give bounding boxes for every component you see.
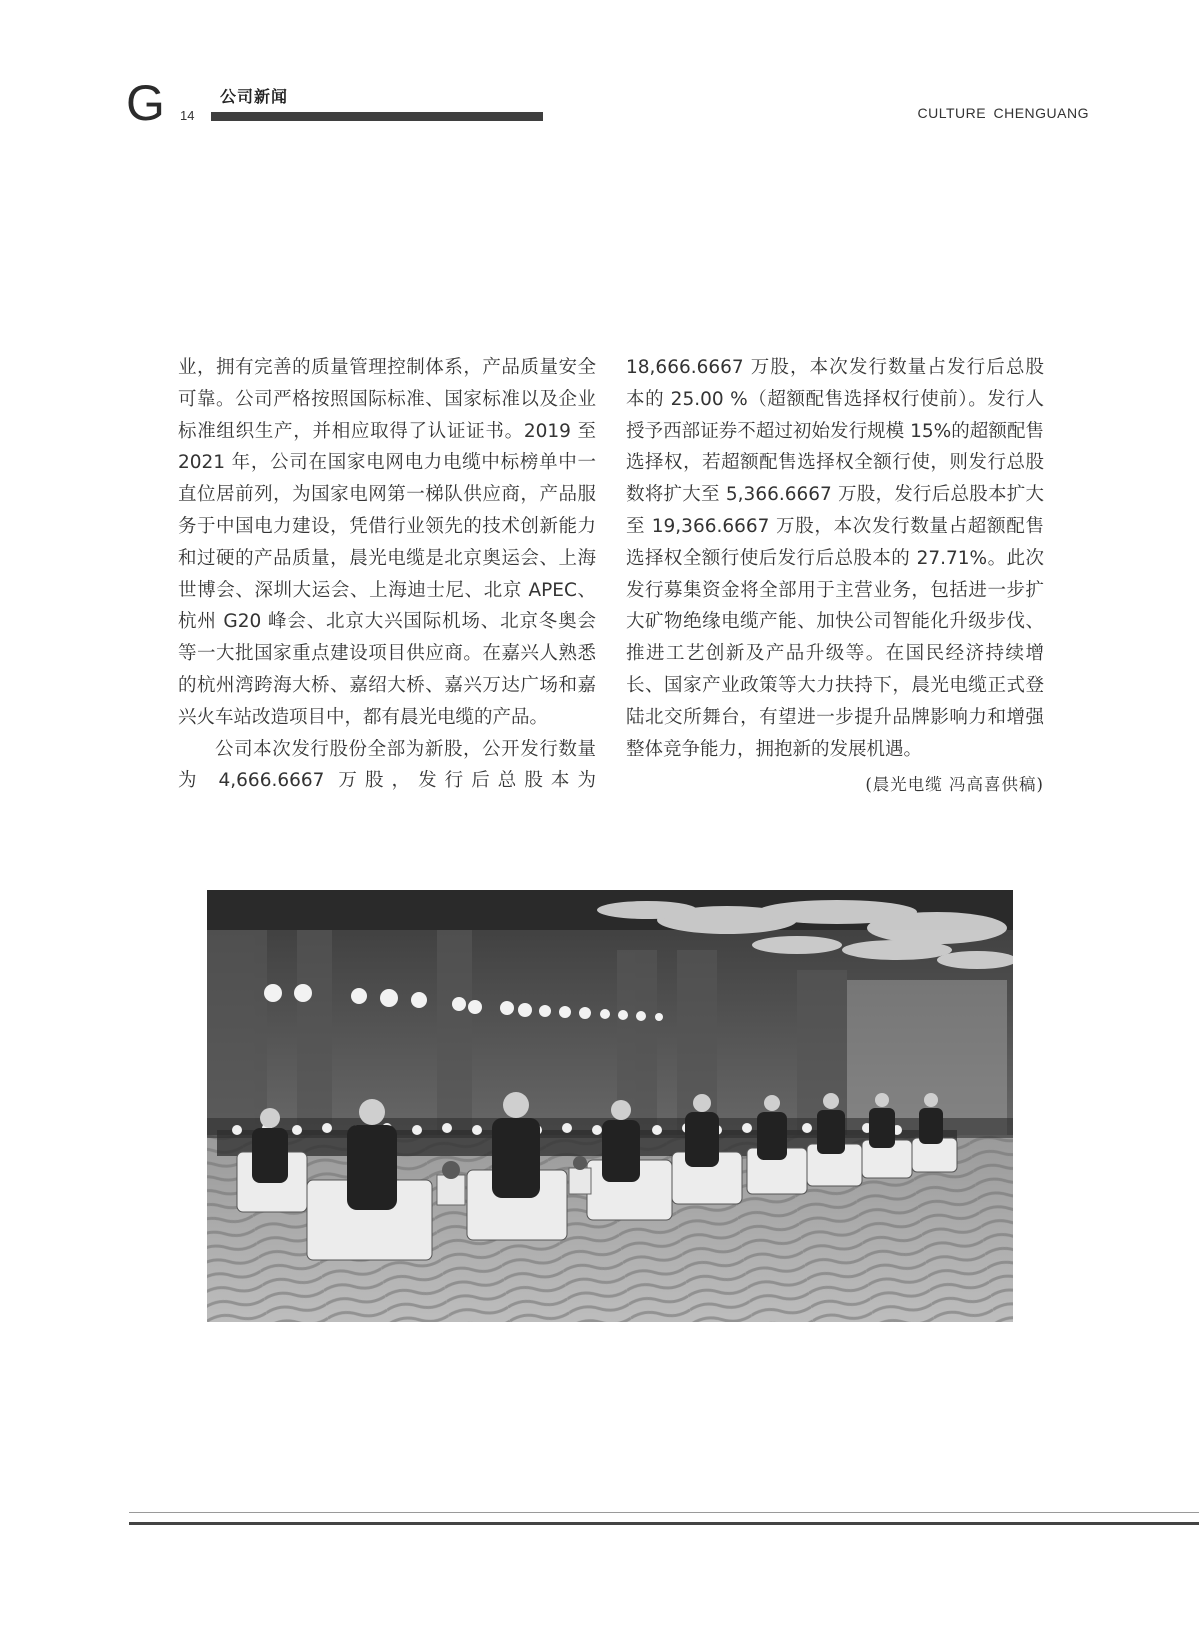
- article-column-left: [178, 352, 596, 797]
- conference-hall-photo: [207, 890, 1013, 1322]
- header-rule: [211, 112, 543, 121]
- article-column-right: [626, 352, 1044, 801]
- footer-rule-thin: [129, 1512, 1199, 1513]
- section-title: 公司新闻: [220, 87, 289, 106]
- paragraph: 业，拥有完善的质量管理控制体系，产品质量安全可靠。公司严格按照国际标准、国家标准以及企业标准组织生产，并相应取得了认证证书。2019 至 2021 年，公司在国家电网电力电缆中标榜单中一直位居前列，为国家电网第一梯队供应商，产品服务于中国电力建设，凭借行业领先的技术创新能力和过硬的产品质量，晨光电缆是北京奥运会、上海世博会、深圳大运会、上海迪士尼、北京 APEC、杭州 G20 峰会、北京大兴国际机场、北京冬奥会等一大批国家重点建设项目供应商。在嘉兴人熟悉的杭州湾跨海大桥、嘉绍大桥、嘉兴万达广场和嘉兴火车站改造项目中，都有晨光电缆的产品。: [178, 357, 596, 728]
- footer-rule-thick: [129, 1522, 1199, 1525]
- article-credit: (晨光电缆 冯高喜供稿): [865, 775, 1044, 795]
- paragraph: 公司本次发行股份全部为新股，公开发行数量为 4,666.6667 万股，发行后总股本为: [178, 738, 596, 792]
- paragraph: 18,666.6667 万股，本次发行数量占发行后总股本的 25.00 %（超额配售选择权行使前）。发行人授予西部证券不超过初始发行规模 15%的超额配售选择权，若超额配售选择权全额行使，则发行总股数将扩大至 5,366.6667 万股，发行后总股本扩大至 19,366.6667 万股，本次发行数量占超额配售选择权全额行使后发行后总股本的 27.71%。此次发行募集资金将全部用于主营业务，包括进一步扩大矿物绝缘电缆产能、加快公司智能化升级步伐、推进工艺创新及产品升级等。在国民经济持续增长、国家产业政策等大力扶持下，晨光电缆正式登陆北交所舞台，有望进一步提升品牌影响力和增强整体竞争能力，拥抱新的发展机遇。: [626, 357, 1044, 760]
- magazine-title: CULTURE CHENGUANG: [917, 105, 1089, 121]
- section-letter: G: [126, 75, 165, 131]
- page-number: 14: [180, 108, 195, 123]
